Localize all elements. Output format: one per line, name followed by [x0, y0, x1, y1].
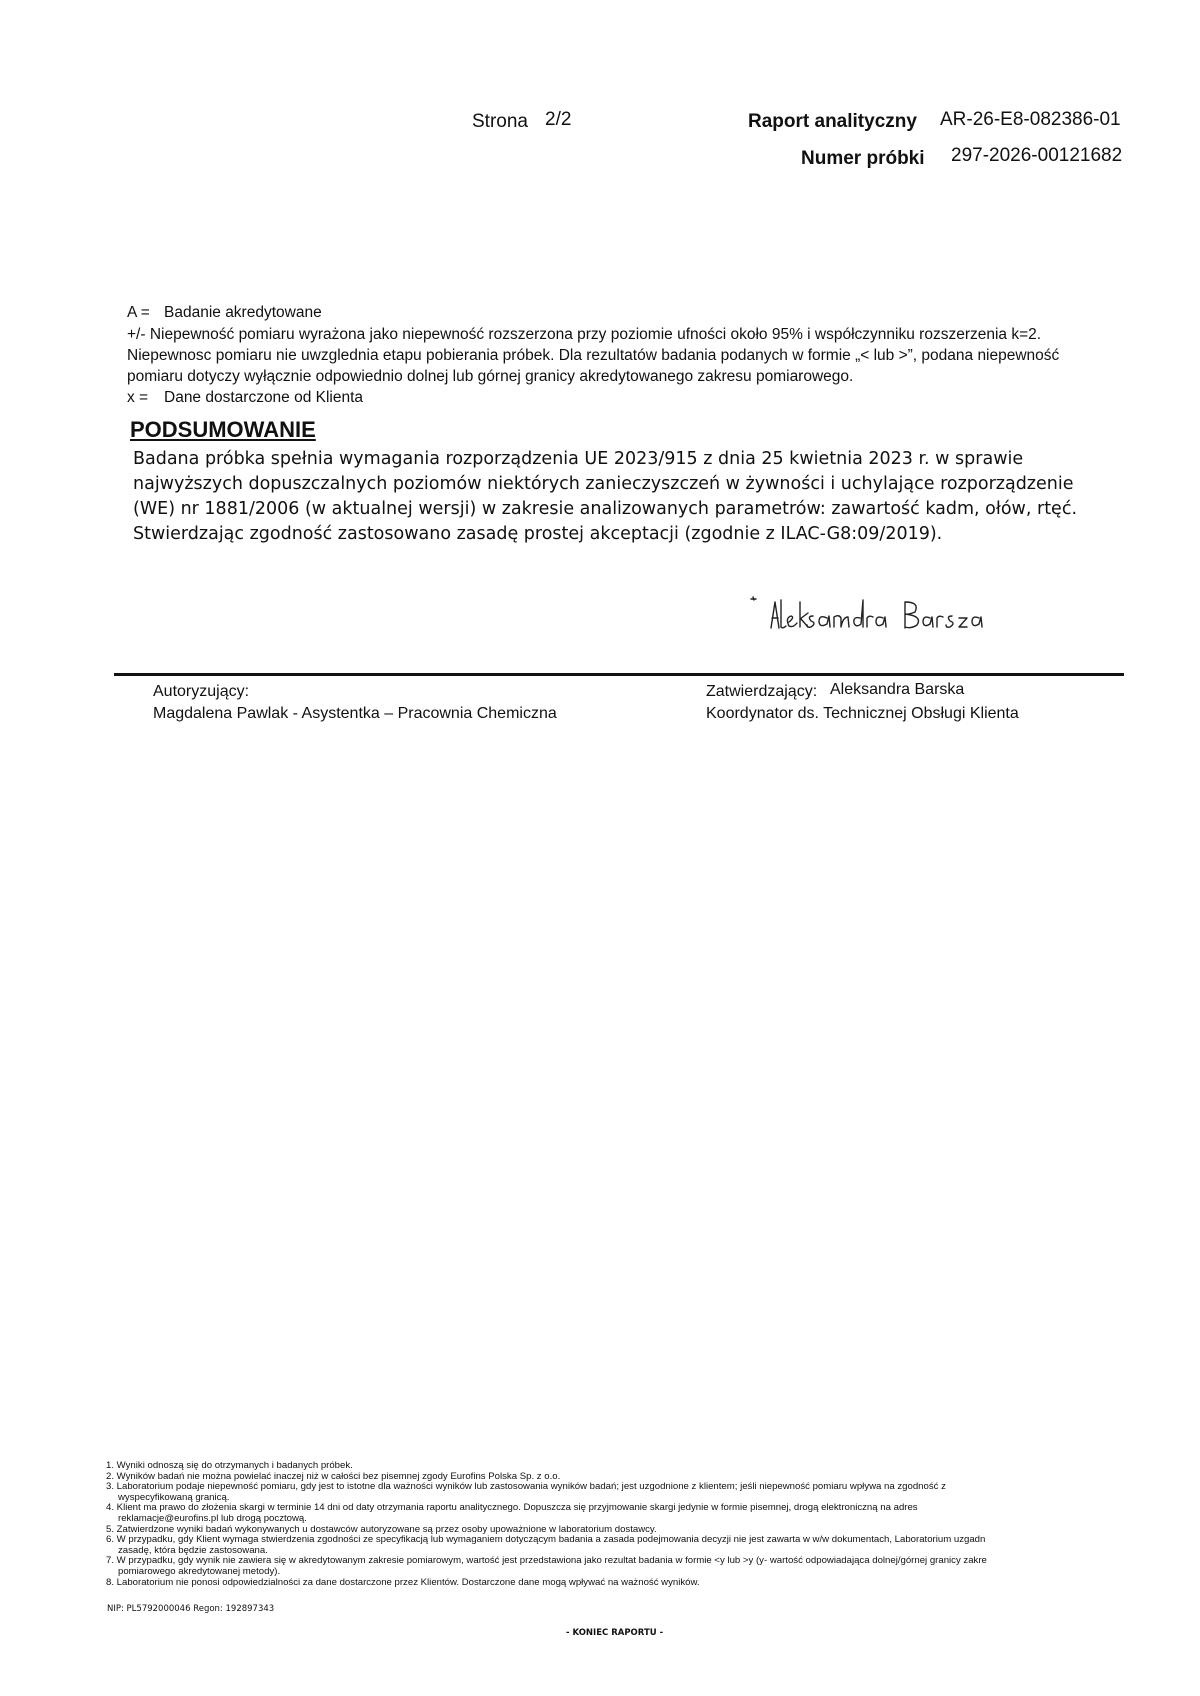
legend-key-a: A = — [127, 304, 150, 321]
footnote-3: 3. Laboratorium podaje niepewność pomiaru, gdy jest to istotne dla ważności wyników lub zastosowania wyników badań; jest uzgodnione z klientem; jeśli niepewność pomiaru wpływa na zgodność z — [106, 1482, 946, 1493]
legend-uncertainty: +/- Niepewność pomiaru wyrażona jako niepewność rozszerzona przy poziomie ufności około 95% i współczynniku rozszerzenia k=2. — [127, 326, 1042, 343]
approving-label: Zatwierdzający: — [706, 683, 818, 700]
authorizing-label: Autoryzujący: — [153, 683, 250, 700]
page-label: Strona — [472, 111, 528, 132]
footnote-4: 4. Klient ma prawo do złożenia skargi w terminie 14 dni od daty otrzymania raportu analitycznego. Dopuszcza się przyjmowanie skargi jedynie w formie pisemnej, drogą elektroniczną na adres — [106, 1503, 918, 1514]
summary-body: Badana próbka spełnia wymagania rozporządzenia UE 2023/915 z dnia 25 kwietnia 2023 r. w sprawie najwyższych dopuszczalnych poziomów niektórych zanieczyszczeń w żywności i uchylające rozporządzenie (WE) nr 1881/2006 (w aktualnej wersji) w zakresie analizowanych parametrów: zawartość kadm, ołów, rtęć. Stwierdzając zgodność zastosowano zasadę prostej akceptacji (zgodnie z ILAC-G8:09/2019). — [133, 449, 1078, 544]
page-number: 2/2 — [545, 109, 572, 130]
footnote-7: 7. W przypadku, gdy wynik nie zawiera się w akredytowanym zakresie pomiarowym, wartość jest przedstawiona jako rezultat badania w formie <y lub >y (y- wartość odpowiadająca dolnej/górnej granicy zakre — [106, 1556, 987, 1567]
signature-divider — [114, 673, 1124, 676]
footnote-8: 8. Laboratorium nie ponosi odpowiedzialności za dane dostarczone przez Klientów. Dostarczone dane mogą wpływać na ważność wyników. — [106, 1577, 700, 1588]
legend-uncertainty-note-cont: pomiaru dotyczy wyłącznie odpowiednio dolnej lub górnej granicy akredytowanego zakresu pomiarowego. — [127, 368, 854, 385]
footnote-4-cont: reklamacje@eurofins.pl lub drogą pocztową. — [118, 1513, 307, 1524]
legend-text-a: Badanie akredytowane — [164, 304, 322, 321]
footnote-7-cont: pomiarowego akredytowanej metody). — [118, 1566, 281, 1577]
summary-title: PODSUMOWANIE — [130, 417, 316, 442]
report-label: Raport analityczny — [748, 111, 917, 132]
registry-numbers: NIP: PL5792000046 Regon: 192897343 — [107, 1604, 275, 1614]
sample-number: 297-2026-00121682 — [951, 145, 1123, 166]
approving-role: Koordynator ds. Technicznej Obsługi Klienta — [706, 705, 1019, 722]
footnote-5: 5. Zatwierdzone wyniki badań wykonywanych u dostawców autoryzowane są przez osoby upoważnione w laboratorium dostawcy. — [106, 1524, 657, 1535]
footnote-3-cont: wyspecyfikowaną granicą. — [118, 1492, 230, 1503]
footnotes — [106, 1461, 1121, 1588]
report-number: AR-26-E8-082386-01 — [940, 109, 1121, 130]
footnote-6-cont: zasadę, która będzie zastosowana. — [118, 1545, 268, 1556]
footnote-2: 2. Wyników badań nie można powielać inaczej niż w całości bez pisemnej zgody Eurofins Polska Sp. z o.o. — [106, 1471, 561, 1482]
sample-label: Numer próbki — [801, 148, 925, 169]
authorizing-person: Magdalena Pawlak - Asystentka – Pracownia Chemiczna — [153, 705, 557, 722]
legend-uncertainty-note: Niepewnosc pomiaru nie uwzglednia etapu pobierania próbek. Dla rezultatów badania podanych w formie „< lub >”, podana niepewność — [127, 347, 1060, 364]
legend-text-x: Dane dostarczone od Klienta — [164, 389, 364, 406]
legend-key-x: x = — [127, 389, 149, 406]
handwritten-signature — [745, 592, 995, 637]
end-of-report: - KONIEC RAPORTU - — [566, 1628, 664, 1638]
footnote-1: 1. Wyniki odnoszą się do otrzymanych i badanych próbek. — [106, 1461, 353, 1471]
footnote-6: 6. W przypadku, gdy Klient wymaga stwierdzenia zgodności ze specyfikacją lub wymaganiem dotyczącym badania a zasada podejmowania decyzji nie jest zawarta w w/w dokumentach, Laboratorium uzgadn — [106, 1535, 986, 1546]
approving-name: Aleksandra Barska — [830, 681, 965, 698]
